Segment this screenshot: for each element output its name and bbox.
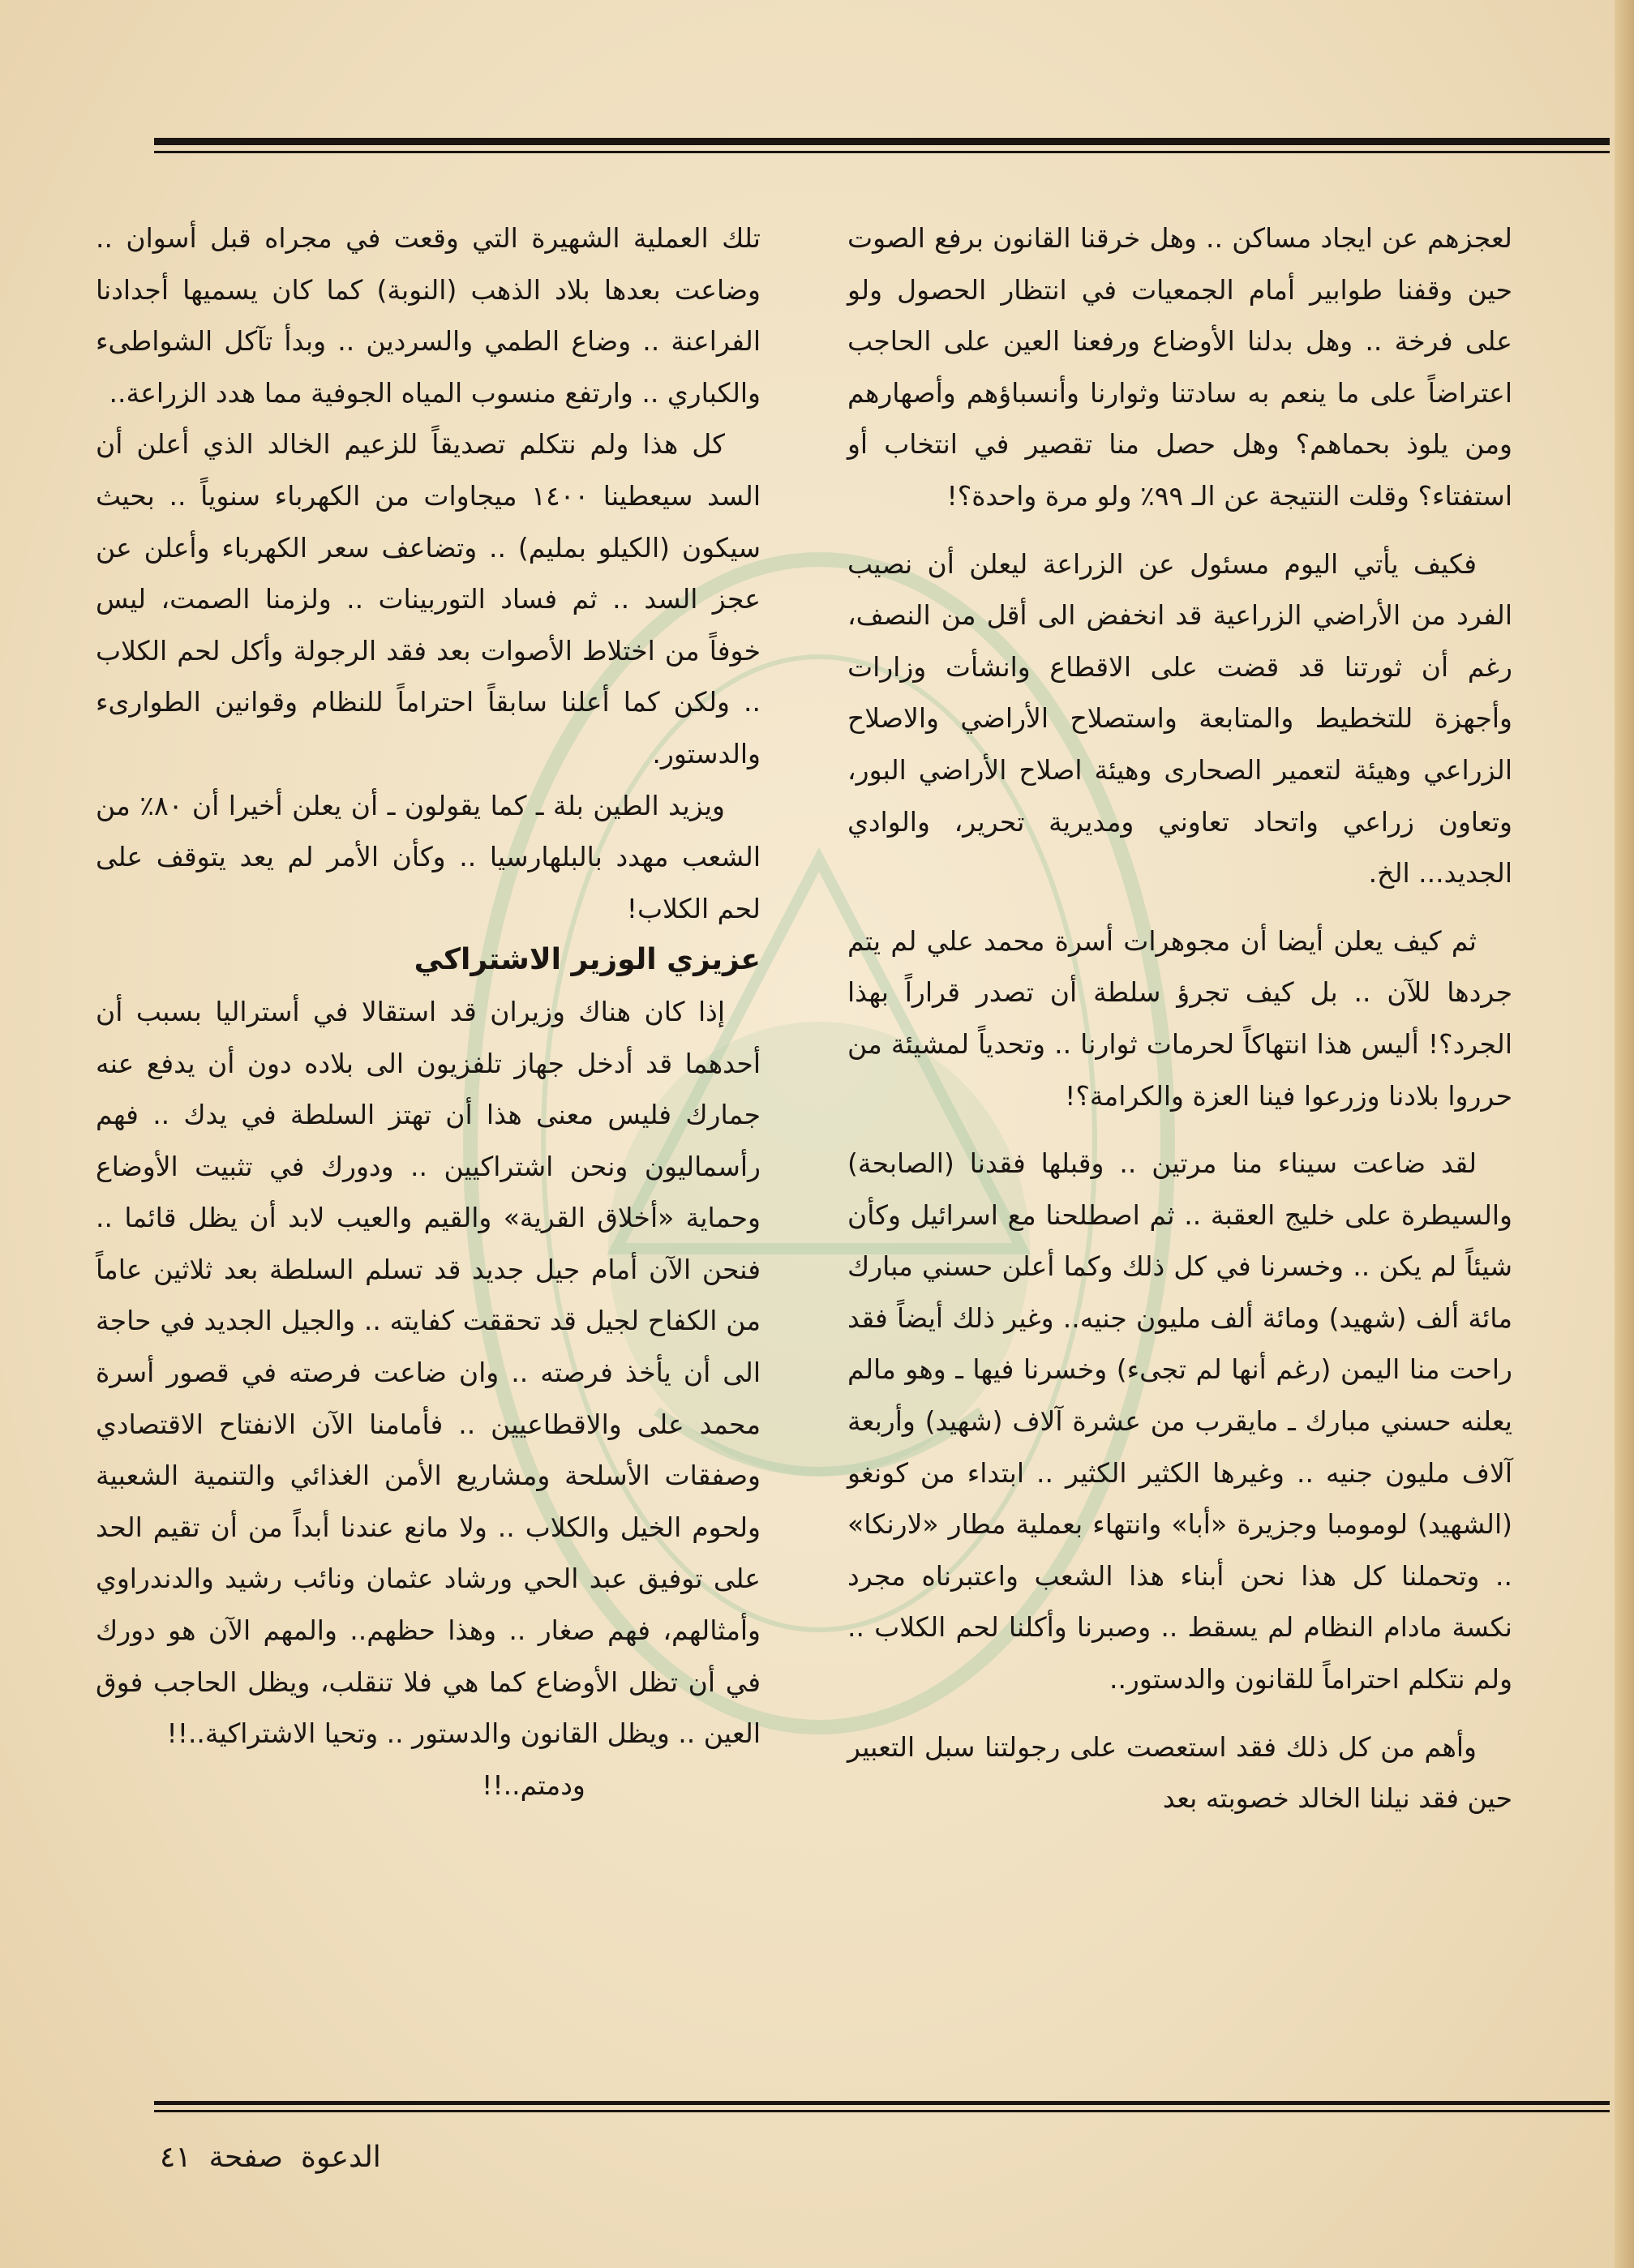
top-rule-thick (154, 138, 1610, 145)
left-paragraph-2: كل هذا ولم نتكلم تصديقاً للزعيم الخالد الذي أعلن أن السد سيعطينا ١٤٠٠ ميجاوات من الكهرباء سنوياً .. بحيث سيكون (الكيلو بمليم) .. وتضاعف سعر الكهرباء وأعلن عن عجز السد .. ثم فساد التوربينات .. ولزمنا الصمت، ليس خوفاً من اختلاط الأصوات بعد فقد الرجولة وأكل لحم الكلاب .. ولكن كما أعلنا سابقاً احتراماً للنظام وقوانين الطوارىء والدستور. (96, 428, 761, 770)
top-rule-thin (154, 151, 1610, 153)
page-number: ٤١ (160, 2141, 191, 2174)
page-label: صفحة (208, 2141, 283, 2174)
page-edge-shadow (1615, 0, 1634, 2268)
right-paragraph-4: لقد ضاعت سيناء منا مرتين .. وقبلها فقدنا (الصابحة) والسيطرة على خليج العقبة .. ثم اصطلحنا مع اسرائيل وكأن شيئاً لم يكن .. وخسرنا في كل ذلك وكما أعلن حسني مبارك مائة ألف (شهيد) ومائة ألف مليون جنيه.. وغير ذلك أيضاً فقد راحت منا اليمن (رغم أنها لم تجىء) وخسرنا فيها ـ وهو مالم يعلنه حسني مبارك ـ مايقرب من عشرة آلاف (شهيد) وأربعة آلاف مليون جنيه .. وغيرها الكثير الكثير .. ابتداء من كونغو (الشهيد) لومومبا وجزيرة «أبا» وانتهاء بعملية مطار «لارنكا» .. وتحملنا كل هذا نحن أبناء هذا الشعب واعتبرناه مجرد نكسة مادام النظام لم يسقط .. وصبرنا وأكلنا لحم الكلاب .. ولم نتكلم احتراماً للقانون والدستور.. (847, 1147, 1512, 1696)
left-paragraph-3: ويزيد الطين بلة ـ كما يقولون ـ أن يعلن أخيرا أن ٨٠٪ من الشعب مهدد بالبلهارسيا .. وكأن الأمر لم يعد يتوقف على لحم الكلاب! (96, 789, 761, 924)
page-footer (142, 2141, 381, 2174)
left-paragraph-1: تلك العملية الشهيرة التي وقعت في مجراه قبل أسوان .. وضاعت بعدها بلاد الذهب (النوبة) كما كان يسميها أجدادنا الفراعنة .. وضاع الطمي والسردين .. وبدأ تآكل الشواطىء والكباري .. وارتفع منسوب المياه الجوفية مما هدد الزراعة.. (96, 222, 761, 409)
signoff-text: ودمتم..!! (482, 1769, 585, 1801)
right-paragraph-5: وأهم من كل ذلك فقد استعصت على رجولتنا سبل التعبير حين فقد نيلنا الخالد خصوبته بعد (847, 1730, 1512, 1815)
section-heading: عزيزي الوزير الاشتراكي (414, 943, 761, 977)
magazine-name: الدعوة (301, 2141, 381, 2174)
right-paragraph-1: لعجزهم عن ايجاد مساكن .. وهل خرقنا القانون برفع الصوت حين وقفنا طوابير أمام الجمعيات في انتظار الحصول ولو على فرخة .. وهل بدلنا الأوضاع ورفعنا العين على الحاجب اعتراضاً على ما ينعم به سادتنا وثوارنا وأنسباؤهم وأصهارهم ومن يلوذ بحماهم؟ وهل حصل منا تقصير في انتخاب أو استفتاء؟ وقلت النتيجة عن الـ ٩٩٪ ولو مرة واحدة؟! (847, 222, 1512, 512)
left-column (96, 212, 761, 1811)
right-column (847, 212, 1512, 1824)
right-paragraph-2: فكيف يأتي اليوم مسئول عن الزراعة ليعلن أن نصيب الفرد من الأراضي الزراعية قد انخفض الى أقل من النصف، رغم أن ثورتنا قد قضت على الاقطاع وانشأت وزارات وأجهزة للتخطيط والمتابعة واستصلاح الأراضي والاصلاح الزراعي وهيئة لتعمير الصحارى وهيئة اصلاح الأراضي البور، وتعاون زراعي واتحاد تعاوني ومديرية تحرير، والوادي الجديد... الخ. (847, 547, 1512, 890)
bottom-rule-thin (154, 2110, 1610, 2112)
right-paragraph-3: ثم كيف يعلن أيضا أن مجوهرات أسرة محمد علي لم يتم جردها للآن .. بل كيف تجرؤ سلطة أن تصدر قراراً بهذا الجرد؟! أليس هذا انتهاكاً لحرمات ثوارنا .. وتحدياً لمشيئة من حرروا بلادنا وزرعوا فينا العزة والكرامة؟! (847, 924, 1512, 1112)
bottom-rule-thick (154, 2101, 1610, 2105)
left-paragraph-4: إذا كان هناك وزيران قد استقالا في أستراليا بسبب أن أحدهما قد أدخل جهاز تلفزيون الى بلاده دون أن يدفع عنه جمارك فليس معنى هذا أن تهتز السلطة في يدك .. فهم رأسماليون ونحن اشتراكيين .. ودورك في تثبيت الأوضاع وحماية «أخلاق القرية» والقيم والعيب لابد أن يظل قائما .. فنحن الآن أمام جيل جديد قد تسلم السلطة بعد ثلاثين عاماً من الكفاح لجيل قد تحققت كفايته .. والجيل الجديد في حاجة الى أن يأخذ فرصته .. وان ضاعت فرصته في قصور أسرة محمد على والاقطاعيين .. فأمامنا الآن الانفتاح الاقتصادي وصفقات الأسلحة ومشاريع الأمن الغذائي والتنمية الشعبية ولحوم الخيل والكلاب .. ولا مانع عندنا أبداً من أن تقيم الحد على توفيق عبد الحي ورشاد عثمان ونائب رشيد والدندراوي وأمثالهم، فهم صغار .. وهذا حظهم.. والمهم الآن هو دورك في أن تظل الأوضاع كما هي فلا تنقلب، ويظل الحاجب فوق العين .. ويظل القانون والدستور .. وتحيا الاشتراكية..!! (96, 995, 761, 1750)
